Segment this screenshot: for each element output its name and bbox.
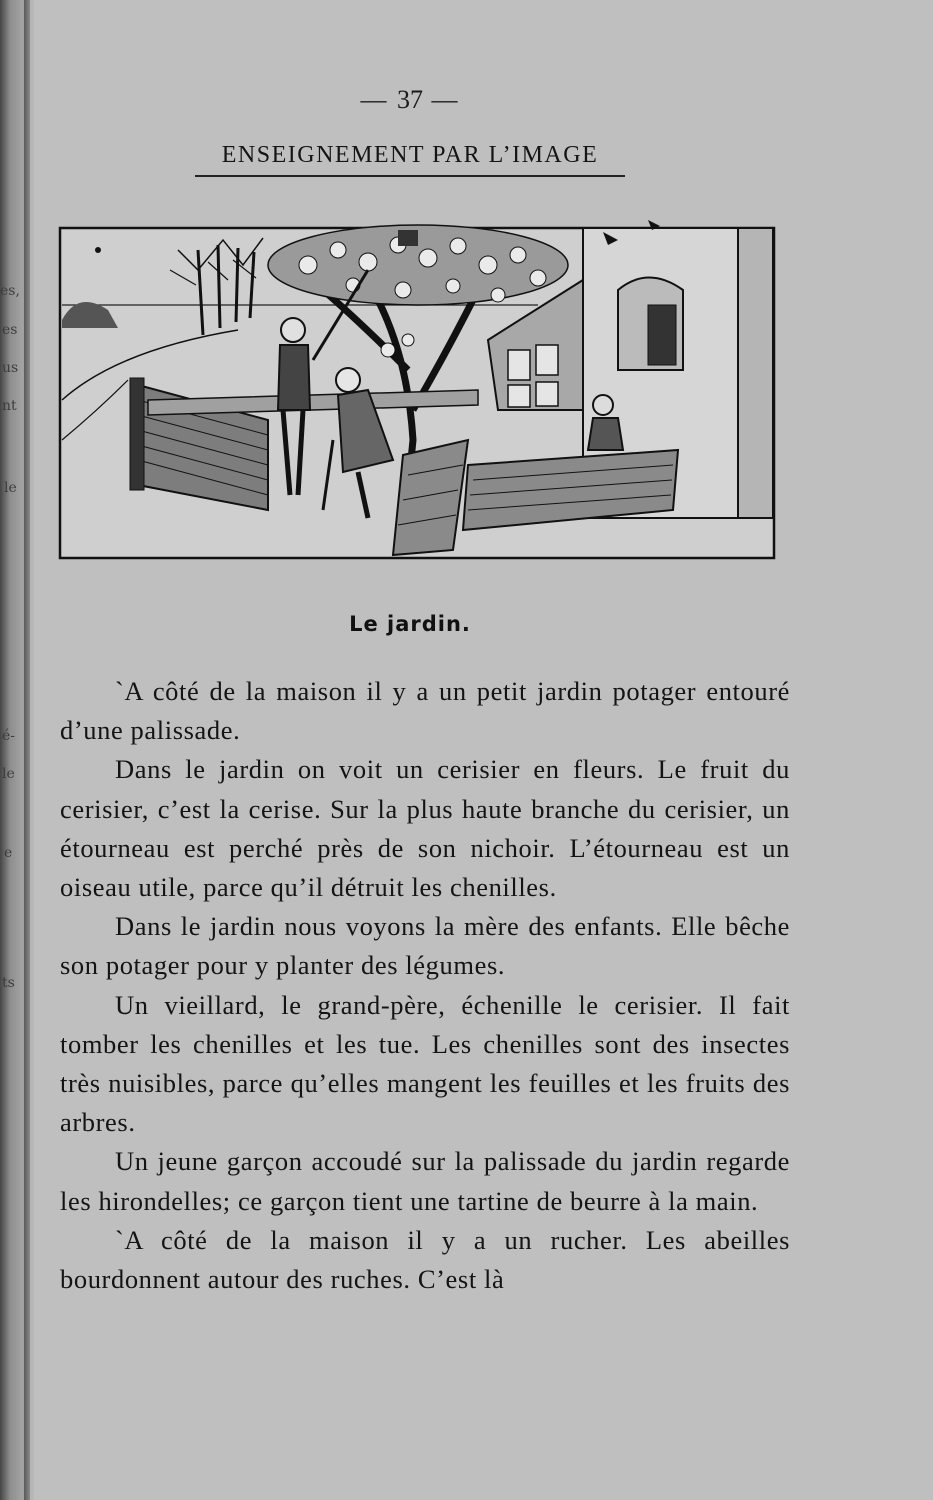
paragraph: `A côté de la maison il y a un rucher. Les abeilles bourdonnent autour des ruches. C’est là bbox=[60, 1224, 790, 1295]
heading-underline bbox=[195, 175, 625, 177]
paragraph: Un jeune garçon accoudé sur la palissade du jardin regarde les hirondelles; ce garçon tient une tartine de beurre à la main. bbox=[60, 1146, 790, 1216]
page-number-value: 37 bbox=[397, 85, 423, 114]
section-heading: ENSEIGNEMENT PAR L’IMAGE bbox=[221, 142, 599, 168]
page-number: — 37 — bbox=[360, 85, 460, 114]
margin-fragment: es, bbox=[0, 283, 20, 299]
margin-fragment: us bbox=[2, 360, 19, 376]
paragraph: Dans le jardin nous voyons la mère des enfants. Elle bêche son potager pour y planter des légumes. bbox=[60, 911, 790, 981]
body-text bbox=[60, 672, 790, 1299]
margin-fragment: le bbox=[4, 480, 17, 496]
garden-engraving bbox=[58, 210, 776, 560]
paragraph: `A côté de la maison il y a un petit jardin potager entouré d’une palissade. bbox=[60, 676, 790, 746]
garden-illustration bbox=[58, 210, 776, 560]
paragraph: Dans le jardin on voit un cerisier en fleurs. Le fruit du cerisier, c’est la cerise. Sur la plus haute branche du cerisier, un étourneau est perché près de son nichoir. L’étourneau est un oiseau utile, parce qu’il détruit les chenilles. bbox=[60, 754, 790, 903]
margin-fragment: le bbox=[2, 766, 15, 782]
margin-fragment: é- bbox=[2, 728, 16, 744]
margin-fragment: nt bbox=[2, 398, 17, 414]
paragraph: Un vieillard, le grand-père, échenille le cerisier. Il fait tomber les chenilles et les tue. Les chenilles sont des insectes très nuisibles, parce qu’elles mangent les feuilles et les fruits des arbres. bbox=[60, 989, 790, 1138]
margin-fragment: es bbox=[2, 322, 18, 338]
margin-fragment: e bbox=[4, 845, 13, 861]
illustration-caption: Le jardin. bbox=[349, 612, 471, 636]
margin-fragment: ts bbox=[2, 975, 15, 991]
book-spine-shadow bbox=[24, 0, 30, 1500]
